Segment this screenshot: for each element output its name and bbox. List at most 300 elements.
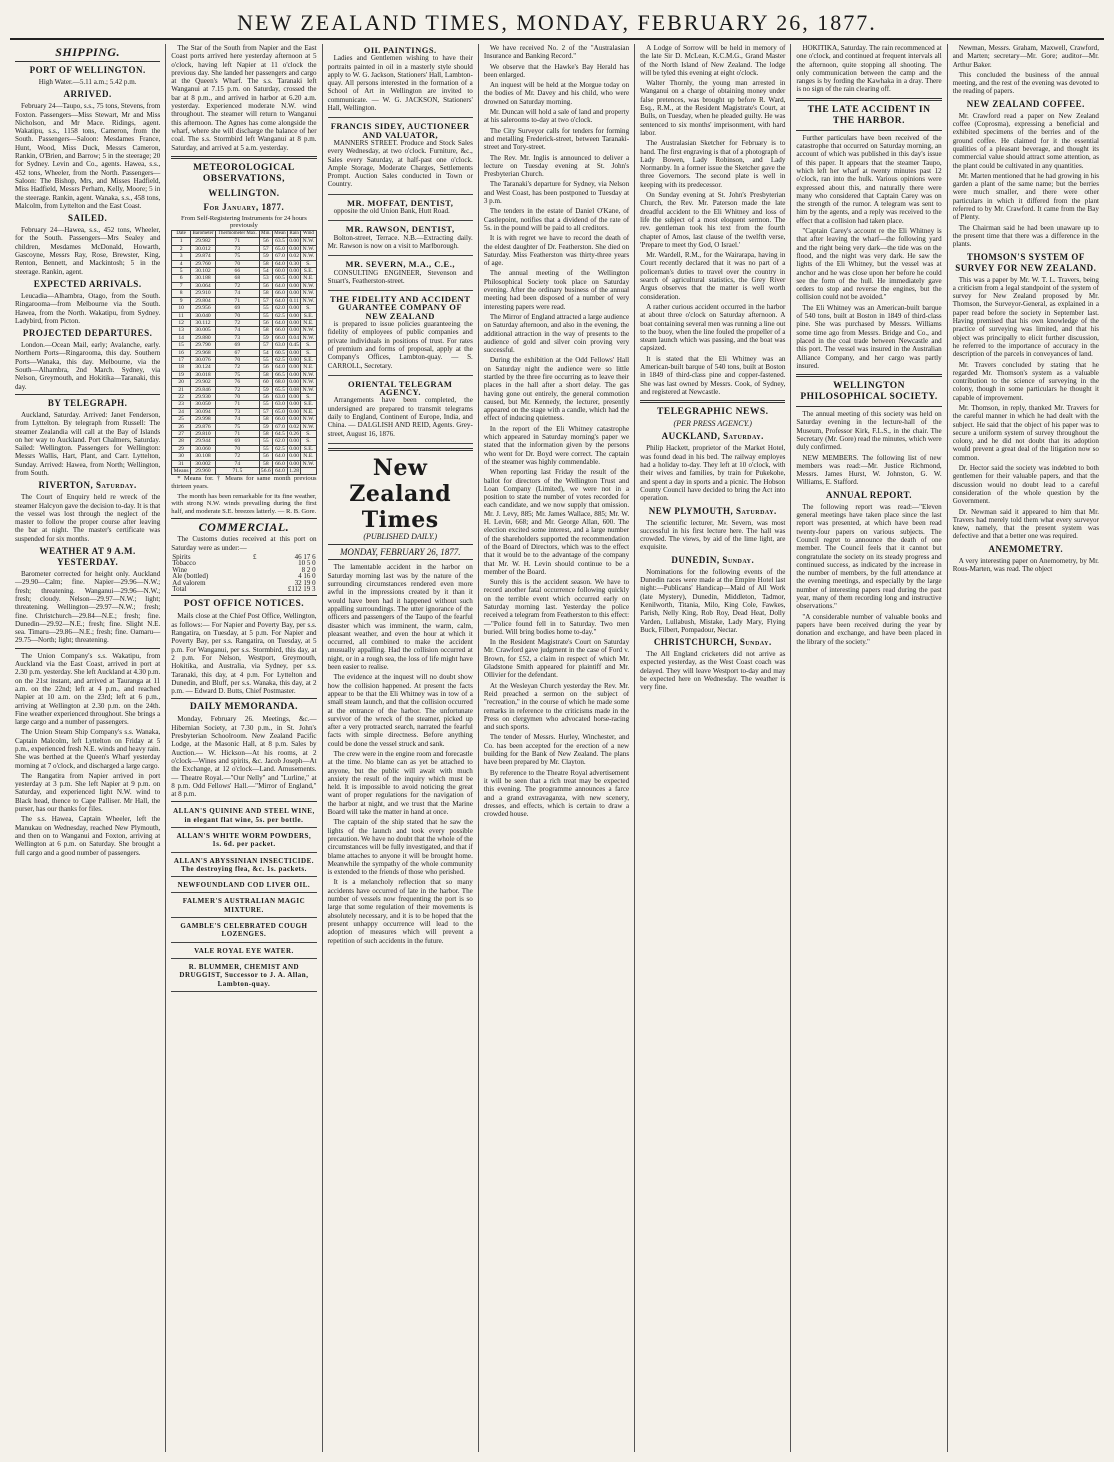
met-cell: 68.0 — [272, 379, 287, 386]
met-row — [172, 438, 316, 445]
advertisement-text: ALLAN'S WHITE WORM POWDERS, 1s. 6d. per packet. — [176, 831, 312, 849]
met-row — [172, 356, 316, 363]
met-cell: 63.0 — [272, 342, 287, 349]
telegram-new-plymouth: The scientific lecturer, Mr. Severn, was most successful in his first lecture here. The hall was crowded. The views, by aid of the lime light, are exquisite. — [640, 518, 786, 552]
met-cell: 57 — [259, 245, 272, 252]
advertisement — [171, 879, 316, 893]
shipping-heading: SHIPPING. — [55, 45, 121, 59]
met-row — [172, 238, 316, 245]
advertisement — [171, 895, 316, 918]
masthead — [10, 8, 1104, 40]
telegraph-news-sub: (PER PRESS AGENCY.) — [673, 419, 752, 429]
met-cell: N.W. — [302, 386, 315, 393]
column-4 — [479, 44, 635, 1452]
customs-cell: Wine — [172, 565, 188, 574]
riverton-text: The Court of Enquiry held re wreck of the steamer Halcyon gave the decision to-day. It is that the vessel was lost through the neglect of the master to follow the proper course after leaving the bar at night. The master's certificate was suspended for six months. — [15, 493, 161, 543]
met-cell: 29.998 — [190, 416, 215, 423]
telegram-dunedin: Nominations for the following events of the Dunedin races were made at the Empire Hotel last night:—Publicans' Handicap—Maid of All Work (late Mystery), Dunedin, Middleton, Tadmor, Kenilworth, Titania, Milo, King Cole, Fawkes, Parish, Nelly King, Rob Roy, Dead Heat, Dolly Varden, Lullabush, Mistake, Lady Mary, Flying Buck, Filbert, Pompadour, Nectar. — [640, 567, 786, 634]
met-cell: 64.0 — [272, 453, 287, 460]
advertisement-text: VALE ROYAL EYE WATER. — [194, 946, 294, 955]
met-cell: 30.060 — [190, 445, 215, 452]
projected-text: London.—Ocean Mail, early; Avalanche, early. Northern Ports—Ringarooma, this day. Southern Ports—Wanaka, this day. Melbourne, via the South—Alhambra, 2nd March. Sydney, via Nelson, Greymouth, and Hokitika—Taranaki, this day. — [15, 341, 161, 391]
met-cell: 4 — [172, 260, 191, 267]
met-cell: 23 — [172, 401, 191, 408]
met-row — [172, 379, 316, 386]
news-item: The Mirror of England attracted a large audience on Saturday afternoon, and also in the evening, the additional attraction in the way of presents to the audience of gold and silver coin proving very successful. — [483, 312, 630, 355]
customs-cell: 32 19 0 — [294, 578, 316, 587]
news-item: The annual meeting of the Wellington Philosophical Society took place on Saturday evening. After the ordinary business of the annual meeting had been disposed of a number of very interesting papers were read. — [483, 269, 630, 311]
met-row — [172, 408, 316, 415]
met-cell: 73 — [216, 334, 260, 341]
met-cell: 65.5 — [272, 386, 287, 393]
met-column-header: Date — [172, 231, 191, 238]
met-cell: 72 — [216, 453, 260, 460]
news-item: Newman, Messrs. Graham, Maxwell, Crawford, and Marten; secretary—Mr. Gore; auditor—Mr. Arthur Baker. — [952, 44, 1099, 69]
met-cell: 30.050 — [190, 401, 215, 408]
customs-cell: Tobacco — [172, 559, 196, 568]
met-cell: 30 — [172, 453, 191, 460]
met-cell: 10 — [172, 305, 191, 312]
met-cell: 30.124 — [190, 364, 215, 371]
met-row — [172, 416, 316, 423]
met-cell: 5 — [172, 268, 191, 275]
met-row — [172, 401, 316, 408]
met-cell: 0.00 — [289, 349, 300, 356]
met-cell: 73 — [216, 408, 260, 415]
met-cell: 0.02 — [289, 253, 300, 260]
expected-heading: EXPECTED ARRIVALS. — [33, 278, 142, 289]
news-item: By reference to the Theatre Royal advertisement it will be seen that a rich treat may be expected this evening. The programme announces a farce and a grand extravaganza, with new scenery, dresses, and effects, which is certain to draw a crowded house. — [483, 768, 630, 819]
met-cell: 66.0 — [272, 327, 287, 334]
met-cell: 8 — [172, 290, 191, 297]
advertisement-title: MR. SEVERN, M.A., C.E., — [345, 259, 455, 270]
customs-cell: 10 5 0 — [298, 559, 316, 568]
met-cell: 30.076 — [190, 356, 215, 363]
met-cell: 29.982 — [190, 238, 215, 245]
column-7 — [948, 44, 1104, 1452]
telegraph-heading: BY TELEGRAPH. — [47, 397, 128, 408]
met-cell: 66 — [216, 268, 260, 275]
met-cell: 67 — [216, 349, 260, 356]
met-cell: 75 — [216, 253, 260, 260]
met-cell: 29.968 — [190, 349, 215, 356]
met-caption: From Self-Registering Instruments for 24 hours previously — [181, 214, 307, 230]
advertisement-body: opposite the old Union Bank, Hutt Road. — [333, 207, 450, 216]
advertisement — [328, 293, 473, 376]
accident-paragraph: "Captain Carey's account re the Eli Whitney is that after leaving the wharf—the following yard and the right being very dark—the tide was on the flood, and the night was very dark. He saw the lights of the Eli Whitney, but the vessel was at anchor and he was close upon her before he could see the form of the hull. He immediately gave orders to stop and reverse the engines, but the collision could not be avoided." — [796, 227, 942, 302]
met-cell: 59 — [259, 334, 272, 341]
philosophical-heading: WELLINGTON PHILOSOPHICAL SOCIETY. — [800, 381, 938, 403]
advertisement-body: MANNERS STREET. Produce and Stock Sales every Wednesday, at two o'clock. Furniture, &c., Sales every Saturday, at half-past one o'clock. Ample Storage, Moderate Charges, Settlements Prompt. Auction Sales conducted in Town or Country. — [327, 138, 473, 189]
paper-title: New Zealand Times — [349, 454, 452, 533]
leader-date: MONDAY, FEBRUARY 26, 1877. — [339, 547, 461, 558]
customs-cell: 46 17 6 — [294, 553, 316, 562]
news-item: The Taranaki's departure for Sydney, via Nelson and West Coast, has been postponed to Tuesday at 3 p.m. — [483, 180, 630, 206]
dateline-auckland: AUCKLAND, Saturday. — [661, 431, 764, 442]
survey-paragraph: This was a paper by Mr. W. T. L. Travers, being a criticism from a legal standpoint of the system of survey for New Zealand proposed by Mr. Thomson, the Surveyor-General, as explained in a paper read before the society in September last. Having premised that his own knowledge of the practice of surveying was limited, and that his object was principally to elicit further discussion, he referred to the importance of accuracy in the description of the parcels in conveyances of land. — [952, 275, 1099, 359]
customs-cell: Spirits — [172, 553, 191, 562]
met-cell: 1 — [172, 238, 191, 245]
met-cell: 29.960 — [190, 468, 215, 475]
met-cell: S.E. — [301, 356, 316, 363]
met-cell: S. — [301, 260, 316, 267]
met-column-header: Wind — [301, 231, 316, 238]
met-cell: 0.00 — [289, 453, 300, 460]
news-item: This concluded the business of the annual meeting, and the rest of the evening was devoted to the reading of papers. — [952, 70, 1099, 96]
met-cell: N.E. — [301, 408, 316, 415]
met-cell: 58 — [259, 260, 272, 267]
met-cell: 64.0 — [272, 364, 287, 371]
met-cell: 0.00 — [289, 282, 300, 289]
met-cell: 0.00 — [289, 268, 300, 275]
met-cell: 71 — [216, 401, 260, 408]
coffee-paragraph: Mr. Crawford read a paper on New Zealand coffee (Coprosma), expressing a beneficial and exhibited specimens of the berries and of the ground coffee. He claimed for it the essential qualities of a pleasant beverage, and thought its commercial value should attract some attention, as the plant could be cultivated in any quantities. — [952, 111, 1099, 170]
sailed-text: February 24—Hawea, s.s., 452 tons, Wheeler, for the South. Passengers—Mrs Sealey and children, Mesdames McDonald, Howarth, Gascoyne, Messrs Ray, Rose, Brewster, King, Renton, Bennett, and Mackintosh; 5 in the steerage. Rankin, agent. — [15, 226, 161, 276]
met-row — [172, 290, 316, 297]
met-cell: 75 — [216, 423, 260, 430]
met-cell: 62.5 — [272, 356, 287, 363]
met-cell: 0.00 — [289, 379, 300, 386]
met-cell: 66.0 — [272, 416, 287, 423]
met-cell: 67.0 — [272, 253, 287, 260]
met-cell: 69 — [216, 305, 260, 312]
met-cell: 72 — [216, 319, 260, 326]
met-cell: 27 — [172, 431, 191, 438]
leader-paragraph: The evidence at the inquest will no doubt show how the collision happened. At present the facts appear to be that the Eli Whitney was in tow of a small steam launch, and that the collision occurred at the entrance of the harbor. The unfortunate survivor of the wreck of the steamer, picked up after a very protracted search, narrated the fearful facts with simple directness. Before anything could be done the vessel struck and sank. — [327, 673, 473, 748]
met-row — [172, 319, 316, 326]
met-cell: 71 — [216, 238, 260, 245]
expected-text: Leucadia—Alhambra, Otago, from the South. Ringarooma—from Melbourne via the South. Hawea, from the North. Wakatipu, from Sydney. Ladybird, from Picton. — [15, 291, 161, 325]
met-cell: 12 — [172, 319, 191, 326]
met-cell: 63.5 — [272, 238, 287, 245]
news-item: Mr. Marten mentioned that he had growing in his garden a plant of the same name; but the berries were much smaller, and there were other particulars in which it differed from the plant referred to by Mr. Crawford. It came from the Bay of Plenty. — [952, 171, 1099, 222]
met-cell: N.W. — [302, 423, 315, 430]
met-cell: 30.108 — [190, 453, 215, 460]
column-3 — [323, 44, 479, 1452]
met-cell: 66.0 — [272, 334, 287, 341]
news-item: We observe that the Hawke's Bay Herald has been enlarged. — [483, 62, 630, 79]
met-cell: 0.02 — [289, 423, 300, 430]
coffee-heading: NEW ZEALAND COFFEE. — [966, 98, 1085, 109]
met-cell: 66.5 — [272, 371, 287, 378]
met-cell: 57 — [259, 297, 272, 304]
advertisement — [171, 855, 316, 878]
met-cell: 57 — [259, 408, 272, 415]
met-cell: N.E. — [301, 364, 316, 371]
met-cell: 0.00 — [289, 290, 300, 297]
met-cell: 64.0 — [272, 282, 287, 289]
met-cell: 53 — [259, 275, 272, 282]
customs-cell: 8 2 0 — [301, 565, 316, 574]
met-header-row — [172, 231, 316, 238]
met-cell: 0.00 — [289, 245, 300, 252]
met-cell: 0.00 — [289, 356, 300, 363]
news-item: It is stated that the Eli Whitney was an American-built barque of 540 tons, built at Boston in 1849 of third-class pine and copper-fastened. She was last owned by Messrs. Cook, of Sydney, and registered at Newcastle. — [640, 354, 786, 396]
met-cell: 64.0 — [272, 468, 287, 475]
met-cell: 56 — [259, 364, 272, 371]
met-cell: 54 — [259, 268, 272, 275]
sailed-heading: SAILED. — [68, 213, 108, 224]
advertisement — [328, 378, 473, 444]
met-cell: 30.018 — [190, 371, 215, 378]
post-heading: POST OFFICE NOTICES. — [183, 599, 305, 610]
customs-cell — [247, 586, 258, 592]
port-heading: PORT OF WELLINGTON. — [29, 65, 146, 75]
advertisement-title: THE FIDELITY AND ACCIDENT GUARANTEE COMPANY OF NEW ZEALAND — [329, 294, 471, 321]
advertisement-body: Arrangements have been completed, the undersigned are prepared to transmit telegrams daily to England, Continent of Europe, India, and China. — DALGLISH AND REID, Agents. Grey-street, August 16, 1876. — [327, 396, 473, 438]
met-cell: N.E. — [301, 275, 316, 282]
telegram-auckland: Philip Hackett, proprietor of the Market Hotel, was found dead in his bed. The railway employes had a holiday to-day. They left at 10 o'clock, with their wives and families, by train for Pukekohe, and spent a day in sports and a picnic. The Hobson County Council have decided to bring the Act into operation. — [640, 444, 786, 503]
met-cell: 24 — [172, 408, 191, 415]
advertisement — [328, 258, 473, 291]
annual-report-heading: ANNUAL REPORT. — [826, 489, 913, 500]
met-cell: S.E. — [301, 312, 316, 319]
met-cell: 63.0 — [272, 401, 287, 408]
met-cell: N.W. — [302, 416, 315, 423]
met-cell: 0.00 — [289, 393, 300, 400]
news-item: Walter Thornly, the young man arrested in Wanganui on a charge of obtaining money under false pretences, was brought up before R. Ward, Esq., R.M., at the Resident Magistrate's Court, at Bulls, on Tuesday, when he pleaded guilty. He was sentenced to six months' imprisonment, with hard labor. — [640, 79, 786, 137]
met-cell: 11 — [172, 312, 191, 319]
met-cell: N.E. — [301, 319, 316, 326]
met-row — [172, 364, 316, 371]
met-row — [172, 297, 316, 304]
met-cell: 30.005 — [190, 327, 215, 334]
met-cell: 55 — [259, 401, 272, 408]
post-text: Mails close at the Chief Post Office, Wellington, as follows:— For Napier and Poverty Bay, per s.s. Rangatira, on Tuesday, at 5 p.m. For Napier and Poverty Bay, per s.s. Rangatira, on Tuesday, at 5 p.m. For Wanganui, per s.s. Stormbird, this day, at 2 p.m. For Nelson, Westport, Greymouth, Hokitika, and Australia, via Sydney, per s.s. Taranaki, this day, at 4 p.m. For Lyttelton and Dunedin, and Bluff, per s.s. Wanaka, this day, at 2 p.m. — Edward D. Butts, Chief Postmaster. — [171, 612, 317, 696]
met-cell: 55 — [259, 305, 272, 312]
anemometry-heading: ANEMOMETRY. — [988, 543, 1064, 554]
met-cell: 70 — [216, 260, 260, 267]
met-row — [172, 312, 316, 319]
leader-paragraph: The crew were in the engine room and forecastle at the time. No blame can as yet be attached to anyone, but the public will await with much anxiety the result of the inquiry which must be held. It is impossible to avoid noticing the great want of proper regulations for the navigation of the harbor at night, and we trust that the Marine Board will take the matter in hand at once. — [327, 750, 473, 817]
advertisement-text: FALMER'S AUSTRALIAN MAGIC MIXTURE. — [182, 897, 306, 914]
news-item: The tender of Messrs. Hurley, Winchester, and Co. has been accepted for the erection of a new building for the Bank of New Zealand. The plans have been prepared by Mr. Clayton. — [483, 733, 630, 767]
anemometry-paragraph: A very interesting paper on Anemometry, by Mr. Rous-Marten, was read. The object — [952, 556, 1099, 574]
met-cell: 64.0 — [272, 297, 287, 304]
met-cell: 70 — [216, 312, 260, 319]
met-cell: 18 — [172, 364, 191, 371]
met-cell: 29.944 — [190, 438, 215, 445]
met-cell: 64.0 — [272, 319, 287, 326]
met-cell: N.W. — [302, 327, 315, 334]
met-cell: 0.00 — [289, 327, 300, 334]
met-cell: 3 — [172, 253, 191, 260]
met-cell: N.W. — [302, 460, 315, 467]
news-item: The Rev. Mr. Inglis is announced to deliver a lecture on Tuesday evening at St. John's Presbyterian Church. — [483, 153, 630, 179]
met-cell: 0.30 — [289, 260, 300, 267]
met-row — [172, 371, 316, 378]
news-item: The Australasian Sketcher for February is to hand. The first engraving is that of a photograph of Lady Bowen, Lady Robinson, and Lady Normanby. In a former issue the Sketcher gave the three Governors. The second plate is well in keeping with its predecessor. — [640, 139, 786, 189]
masthead-title: NEW ZEALAND TIMES, MONDAY, FEBRUARY 26, 1877. — [237, 10, 877, 35]
wanaka-text: The Union Steam Ship Company's s.s. Wanaka, Captain Malcolm, left Lyttelton on Friday at 5 p.m., experienced fresh N.E. winds and heavy rain. She was berthed at the Queen's Wharf yesterday morning at 7 o'clock, and discharged a large cargo. — [15, 728, 161, 770]
advertisement — [171, 805, 316, 828]
met-row — [172, 253, 316, 260]
met-cell: 29 — [172, 445, 191, 452]
met-cell: 30.112 — [190, 319, 215, 326]
met-cell: 20 — [172, 379, 191, 386]
arrived-text: February 24—Taupo, s.s., 75 tons, Stevens, from Foxton. Passengers—Miss Stewart, Mr and Miss Nicholson, and Mr Mace. Ridings, agent. Wakatipu, s.s., 1158 tons, Cameron, from the South. Passengers—Saloon: Mesdames France, Hunt, Wood, Miss Duck, Messrs Cameron, Rankin, O'Brien, and Barrow; 5 in the steerage; 20 for Sydney. Levin and Co., agents. Hawea, s.s., 452 tons, Wheeler, from the North. Passengers—Saloon: The Bishop, Mrs, and Misses Hadfield, Miss Hadfield, Messrs Perham, Kelly, Moore; 5 in the steerage. Rankin, agent. Wanaka, s.s., 458 tons, Malcolm, from Lyttelton and the East Coast. — [15, 102, 161, 210]
met-cell: N.E. — [301, 453, 316, 460]
met-row — [172, 453, 316, 460]
met-cell: N.W. — [302, 379, 315, 386]
met-cell: N.W. — [302, 290, 315, 297]
met-cell: 60.5 — [272, 275, 287, 282]
met-table — [171, 230, 316, 475]
met-column-header: Barometer — [192, 231, 214, 237]
met-cell: 56.6 — [260, 468, 271, 475]
met-cell: 64.0 — [272, 260, 287, 267]
met-cell: 55 — [259, 356, 272, 363]
met-column-header: Min. — [261, 231, 271, 237]
met-cell: 0.45 — [289, 342, 300, 349]
met-cell: 62.5 — [272, 312, 287, 319]
survey-heading: THOMSON'S SYSTEM OF SURVEY FOR NEW ZEALAND. — [955, 251, 1097, 273]
met-cell: 65.0 — [272, 408, 287, 415]
advertisement-text: NEWFOUNDLAND COD LIVER OIL. — [177, 881, 311, 890]
advertisement-body: Ladies and Gentlemen wishing to have their portraits painted in oil in a masterly style should apply to W. G. Jackson, Stationers' Hall, Lambton-quay. All persons interested in the formation of a School of Art in Wellington are invited to communicate. — W. G. JACKSON, Stationers' Hall, Wellington. — [327, 54, 473, 113]
met-cell: 66.0 — [272, 290, 287, 297]
columns — [10, 44, 1104, 1452]
met-cell: 74 — [216, 460, 260, 467]
met-cell: 58 — [259, 371, 272, 378]
met-cell: S.E. — [301, 401, 316, 408]
met-cell: 0.26 — [289, 431, 300, 438]
met-row — [172, 275, 316, 282]
met-row — [172, 393, 316, 400]
met-cell: 71 — [216, 297, 260, 304]
met-cell: 29.760 — [190, 260, 215, 267]
met-cell: 70 — [216, 393, 260, 400]
met-cell: 2 — [172, 245, 191, 252]
met-cell: 0.00 — [289, 460, 300, 467]
met-cell: N.W. — [302, 245, 315, 252]
met-cell: 68 — [216, 275, 260, 282]
met-cell: 25 — [172, 416, 191, 423]
advertisement — [171, 830, 316, 853]
met-cell: 30.012 — [190, 245, 215, 252]
news-item: When reporting last Friday the result of the ballot for directors of the Wellington Trust and Loan Company (Limited), we were not in a position to state the number of votes recorded for each candidate, and we now supply that omission. Mr. J. Levy, 885; Mr. James Wallace, 885; Mr. W. H. Levin, 668; and Mr. George Allan, 600. The election excited some interest, and a large number of the shareholders supported the recommendation of the Board of Directors, which was to the effect that it would be to the advantage of the company that Mr. W. H. Levin should continue to be a member of the Board. — [483, 468, 630, 576]
met-cell: 62.0 — [272, 305, 287, 312]
met-month: For January, 1877. — [203, 201, 285, 212]
met-cell: 71 — [216, 431, 260, 438]
met-cell: 14 — [172, 334, 191, 341]
met-cell: 74 — [216, 290, 260, 297]
met-body — [172, 238, 316, 475]
met-cell: 0.00 — [289, 438, 300, 445]
met-cell: 70 — [216, 356, 260, 363]
advertisement-title: MR. RAWSON, DENTIST, — [345, 224, 455, 235]
met-cell: 1.28 — [289, 468, 300, 475]
met-cell: S. — [301, 342, 316, 349]
met-row — [172, 349, 316, 356]
customs-cell: £ — [253, 553, 257, 562]
philosophical-paragraph: The annual meeting of this society was held on Saturday evening in the lecture-hall of the Museum, Professor Kirk, F.L.S., in the chair. The Secretary (Mr. Gore) read the minutes, which were duly confirmed. — [796, 410, 942, 452]
met-mean-row — [172, 468, 316, 475]
met-cell: 58 — [259, 290, 272, 297]
met-cell: 0.11 — [289, 297, 299, 304]
leader-paragraph: The lamentable accident in the harbor on Saturday morning last was by the nature of the surrounding circumstances rendered even more awful in the impressions created by it than it would have been had it happened without such appalling surroundings. The utter ignorance of the officers and passengers of the Taupo of the fearful disaster which was imminent, the warm, calm, pleasant weather, and even the hour at which it occurred, all combined to make the accident unusually appalling. Had the collision occurred at night, or in a rough sea, the loss of life might have been easier to realise. — [327, 563, 473, 672]
met-cell: 55 — [259, 445, 272, 452]
philosophical-paragraph: The following report was read:—"Eleven general meetings have taken place since the last report was presented, at which have been read twenty-four papers on various subjects. The Council regret to announce the death of one member. The Council feels that it cannot but congratulate the society on its steady progress and continued success, as indicated by the increase in the number of members, by the full attendance at the evening meetings, and especially by the large number of interesting papers read during the past year, many of them recording long and instructive observations." — [796, 502, 942, 611]
high-water: High Water.—5.11 a.m.; 5.42 p.m. — [38, 78, 137, 86]
dateline-new-plymouth: NEW PLYMOUTH, Saturday. — [648, 505, 777, 516]
met-cell: 19 — [172, 371, 191, 378]
met-cell: 62.0 — [272, 438, 287, 445]
met-cell: 56 — [259, 319, 272, 326]
advertisement — [328, 223, 473, 256]
met-cell: 30.064 — [190, 282, 215, 289]
column-5 — [635, 44, 791, 1452]
survey-paragraph: Dr. Newman said it appeared to him that Mr. Travers had merely told them what every surveyor knew, namely, that the present system was defective and that a better one was required. — [952, 507, 1099, 541]
met-cell: 0.00 — [289, 401, 300, 408]
met-cell: 13 — [172, 327, 191, 334]
met-cell: 72 — [216, 282, 260, 289]
news-item: The tenders in the estate of Daniel O'Kane, of Castlepoint, notifies that a dividend of the rate of 5s. in the pound will be paid to all creditors. — [483, 207, 630, 232]
advertisement — [328, 197, 473, 222]
met-note: * Means for. † Means for same month previous thirteen years. — [171, 475, 317, 491]
advertisement — [328, 120, 473, 194]
advertisements — [328, 44, 473, 444]
customs-row — [171, 586, 316, 592]
met-cell: 0.00 — [289, 416, 300, 423]
advertisement-text: R. BLUMMER, CHEMIST AND DRUGGIST, Successor to J. A. Allan, Lambton-quay. — [179, 962, 309, 988]
advertisement-title: OIL PAINTINGS. — [363, 45, 437, 55]
met-cell: N.W. — [302, 334, 315, 341]
met-cell: 56 — [259, 238, 272, 245]
met-cell: 64.5 — [272, 431, 287, 438]
accident-heading: THE LATE ACCIDENT IN THE HARBOR. — [807, 104, 931, 126]
diary-heading: DAILY MEMORANDA. — [189, 702, 298, 713]
accident-paragraph: The Eli Whitney was an American-built barque of 540 tons, built at Boston in 1849 of third-class pine. She was purchased by Messrs. Williams some time ago from Messrs. Bridge and Co., and placed in the coal trade between Newcastle and this port. The vessel was insured in the Australian Alliance Company, and her cargo was partly insured. — [796, 303, 942, 370]
met-row — [172, 327, 316, 334]
met-row — [172, 245, 316, 252]
met-cell: 0.08 — [289, 386, 300, 393]
advertisement — [328, 44, 473, 118]
met-cell: 0.00 — [289, 364, 300, 371]
met-cell: 54 — [259, 349, 272, 356]
customs-table — [171, 554, 316, 592]
met-cell: 72 — [216, 364, 260, 371]
paper-subtitle: (PUBLISHED DAILY.) — [363, 531, 438, 541]
news-item: The City Surveyor calls for tenders for forming and metalling Frederick-street, between Taranaki-street and Tory-street. — [483, 126, 630, 152]
met-cell: 9 — [172, 297, 191, 304]
advertisement — [171, 945, 316, 959]
customs-cell: 4 16 0 — [298, 572, 316, 581]
met-cell: 74 — [216, 416, 260, 423]
met-cell: S. — [301, 349, 316, 356]
met-cell: 15 — [172, 342, 191, 349]
survey-paragraph: Mr. Travers concluded by stating that he regarded Mr. Thomson's system as a valuable contribution to the science of surveying in the colony, though in some particulars he thought it capable of improvement. — [952, 360, 1099, 402]
met-cell: 69 — [216, 342, 260, 349]
met-cell: 29.880 — [190, 334, 215, 341]
projected-heading: PROJECTED DEPARTURES. — [22, 328, 153, 339]
telegraph-text: Auckland, Saturday. Arrived: Janet Fenderson, from Lyttelton. By telegraph from Russell: The steamer Zealandia will call at the Bay of Islands on her way to Auckland. Port Chalmers, Saturday. Sailed: Wellington. Passengers for Wellington: Messrs Wallis, Hart, Plant, and Carr. Lyttelton, Sunday. Arrived: Hawea, from North; Wellington, from South. — [15, 410, 161, 477]
dateline-christchurch: CHRISTCHURCH, Sunday. — [653, 637, 772, 648]
met-heading: METEOROLOGICAL OBSERVATIONS, — [193, 162, 295, 184]
met-cell: S.E. — [301, 268, 316, 275]
met-cell: 28 — [172, 438, 191, 445]
met-cell: 22 — [172, 393, 191, 400]
met-cell: N.W. — [302, 371, 315, 378]
news-item: In the Resident Magistrate's Court on Saturday Mr. Crawford gave judgment in the case of Ford v. Brown, for £52, a claim in respect of which Mr. Gladstone Smith appeared for plaintiff and Mr. Ollivier for the defendant. — [483, 638, 630, 680]
union-text: The Union Company's s.s. Wakatipu, from Auckland via the East Coast, arrived in port at 2.30 p.m. yesterday. She left Auckland at 4.30 p.m. on the 21st instant, and arrived at Tauranga at 11 a.m. on the 22nd; left at 4 p.m., and reached Napier at 10 a.m. on the 23rd; left at 6 p.m., arriving at Wellington at 2.30 p.m. on the 24th. Fine weather experienced throughout. She brings a large cargo and a number of passengers. — [15, 651, 161, 727]
chemist-ads — [171, 805, 316, 991]
met-cell: S. — [301, 438, 316, 445]
met-cell: 57 — [259, 342, 272, 349]
met-row — [172, 342, 316, 349]
met-remarks: The month has been remarkable for its fine weather, with strong N.W. winds prevailing during the first half, and moderate S.E. breezes latterly. — R. B. Gore. — [171, 492, 317, 515]
met-cell: 55 — [259, 438, 272, 445]
